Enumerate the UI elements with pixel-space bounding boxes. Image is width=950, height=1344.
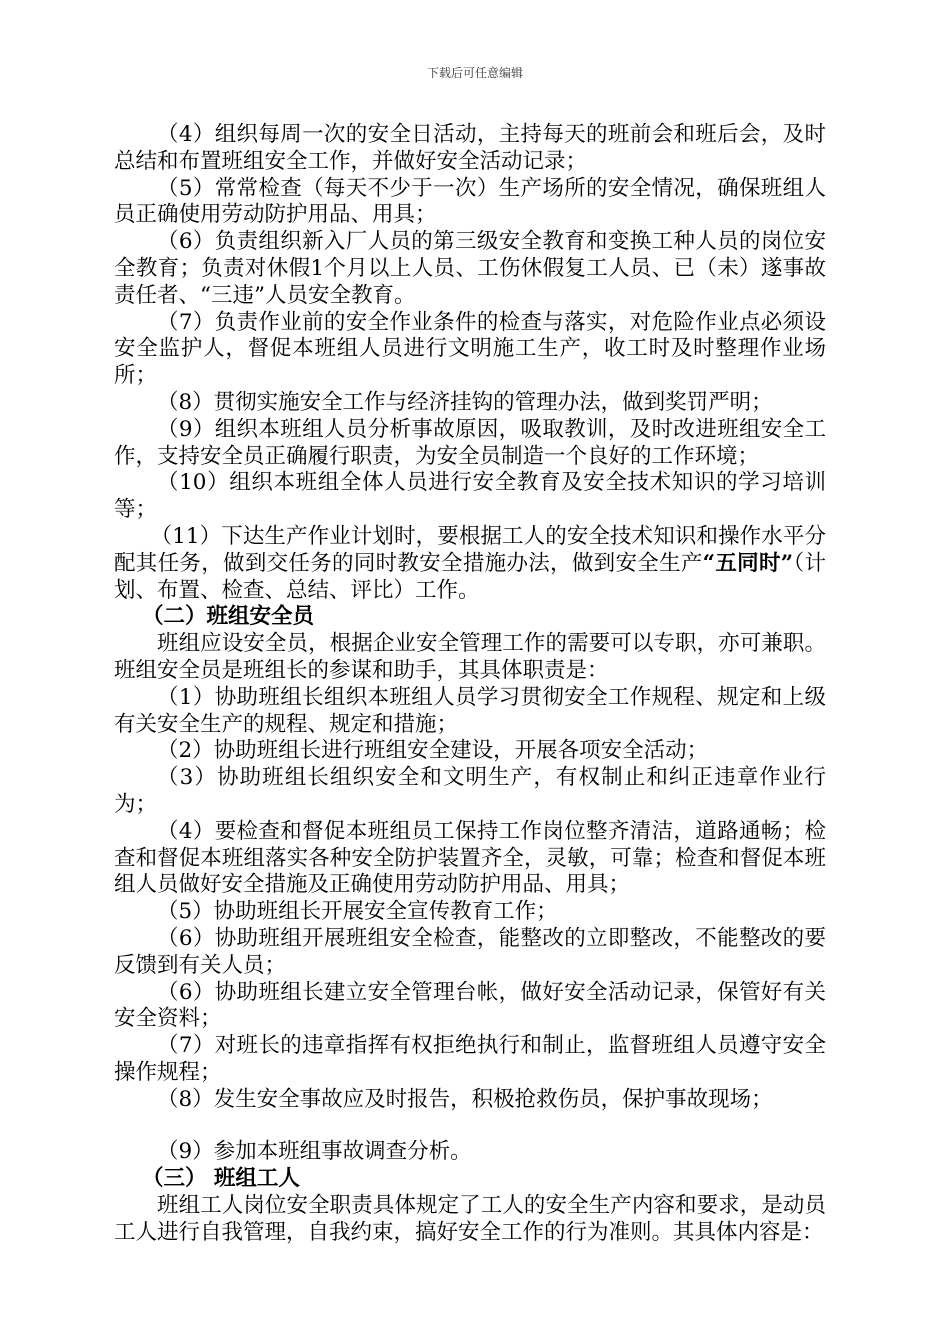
paragraph-duty-9: （9）组织本班组人员分析事故原因，吸取教训，及时改进班组安全工作，支持安全员正确履行职责，为安全员制造一个良好的工作环境； xyxy=(114,416,826,469)
paragraph-officer-duty-5: （5）协助班组长开展安全宣传教育工作； xyxy=(157,899,558,925)
section-heading-workers: （三） 班组工人 xyxy=(141,1166,300,1192)
paragraph-officer-duty-3: （3）协助班组长组织安全和文明生产，有权制止和纠正违章作业行为； xyxy=(114,765,826,817)
paragraph-officer-duty-2: （2）协助班组长进行班组安全建设，开展各项安全活动； xyxy=(157,738,709,764)
spacer xyxy=(114,1113,826,1139)
paragraph-officer-duty-7: （7）对班长的违章指挥有权拒绝执行和制止，监督班组人员遵守安全操作规程； xyxy=(114,1033,826,1085)
section-heading-safety-officer: （二）班组安全员 xyxy=(141,604,314,630)
duty-11-bold-term: “五同时” xyxy=(702,550,794,576)
paragraph-duty-7: （7）负责作业前的安全作业条件的检查与落实，对危险作业点必须设安全监护人，督促本班组人员进行文明施工生产，收工时及时整理作业场所； xyxy=(114,309,826,389)
paragraph-duty-8: （8）贯彻实施安全工作与经济挂钩的管理办法，做到奖罚严明； xyxy=(157,389,773,415)
page-header: 下载后可任意编辑 xyxy=(426,66,523,80)
paragraph-officer-duty-4: （4）要检查和督促本班组员工保持工作岗位整齐清洁，道路通畅；检查和督促本班组落实各种安全防护装置齐全，灵敏，可靠；检查和督促本班组人员做好安全措施及正确使用劳动防护用品、用具； xyxy=(114,818,826,898)
paragraph-workers-intro: 班组工人岗位安全职责具体规定了工人的安全生产内容和要求，是动员工人进行自我管理，自我约束，搞好安全工作的行为准则。其具体内容是： xyxy=(114,1193,826,1245)
paragraph-duty-11 xyxy=(114,524,826,604)
paragraph-officer-duty-6b: （6）协助班组长建立安全管理台帐，做好安全活动记录，保管好有关安全资料； xyxy=(114,979,826,1032)
duty-11-text-start: （11）下达生产作业计划时，要根据工人的安全技术知识和操作水平分配其任务，做到交任务的同时教安全措施办法，做到安全生产 xyxy=(114,523,826,576)
paragraph-officer-duty-8: （8）发生安全事故应及时报告，积极抢救伤员，保护事故现场； xyxy=(157,1086,773,1112)
paragraph-officer-duty-1: （1）协助班组长组织本班组人员学习贯彻安全工作规程、规定和上级有关安全生产的规程、规定和措施； xyxy=(114,684,826,737)
paragraph-officer-duty-9: （9）参加本班组事故调查分析。 xyxy=(157,1139,472,1165)
document-body xyxy=(114,122,826,1247)
paragraph-officer-duty-6a: （6）协助班组开展班组安全检查，能整改的立即整改，不能整改的要反馈到有关人员； xyxy=(114,925,826,978)
paragraph-safety-officer-intro: 班组应设安全员，根据企业安全管理工作的需要可以专职，亦可兼职。班组安全员是班组长的参谋和助手，其具体职责是： xyxy=(114,631,826,683)
paragraph-duty-6: （6）负责组织新入厂人员的第三级安全教育和变换工种人员的岗位安全教育；负责对休假1个月以上人员、工伤休假复工人员、已（未）遂事故责任者、“三违”人员安全教育。 xyxy=(114,229,826,308)
duty-11-text-end: （计划、布置、检查、总结、评比）工作。 xyxy=(114,550,826,603)
paragraph-duty-10: （10）组织本班组全体人员进行安全教育及安全技术知识的学习培训等； xyxy=(114,470,826,523)
paragraph-duty-4: （4）组织每周一次的安全日活动，主持每天的班前会和班后会，及时总结和布置班组安全工作，并做好安全活动记录； xyxy=(114,122,826,174)
paragraph-duty-5: （5）常常检查（每天不少于一次）生产场所的安全情况，确保班组人员正确使用劳动防护用品、用具； xyxy=(114,175,826,228)
